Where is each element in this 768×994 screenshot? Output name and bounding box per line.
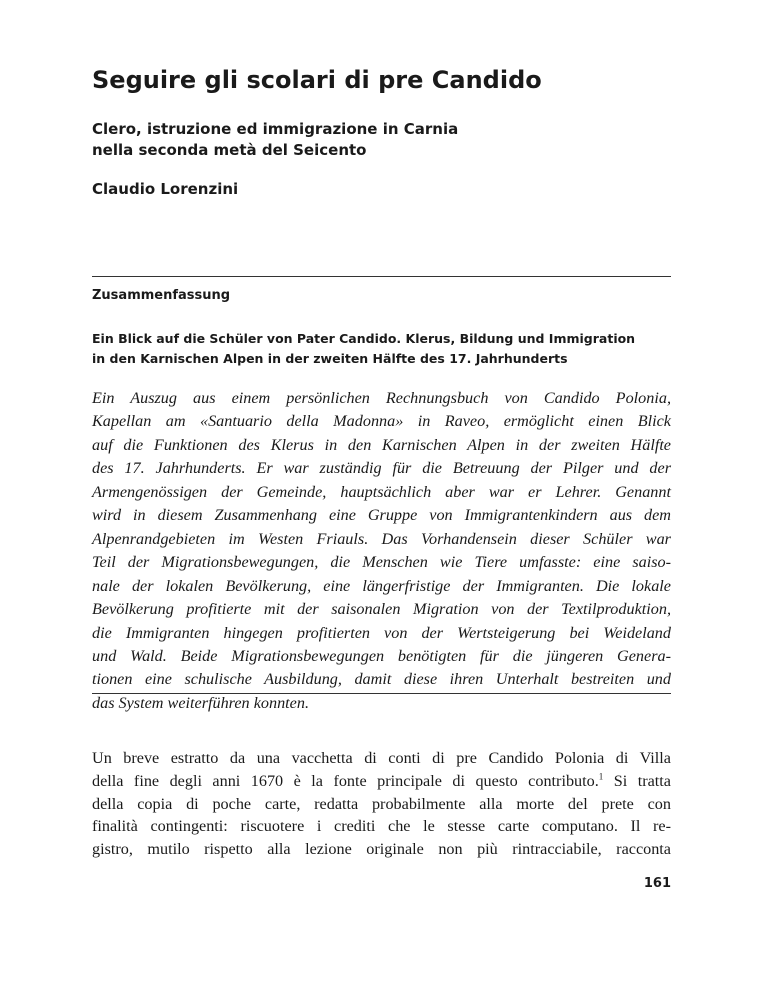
summary-line: nale der lokalen Bevölkerung, eine längerfristige der Immigranten. Die lokale: [92, 576, 671, 595]
summary-line: Kapellan am «Santuario della Madonna» in Raveo, ermöglicht einen Blick: [92, 412, 671, 431]
summary-text: [92, 387, 671, 715]
article-author: Claudio Lorenzini: [92, 180, 239, 198]
summary-title-line: Ein Blick auf die Schüler von Pater Candido. Klerus, Bildung und Immigration: [92, 331, 636, 346]
summary-line: tionen eine schulische Ausbildung, damit diese ihren Unterhalt bestreiten und: [92, 670, 671, 689]
body-line: della copia di poche carte, redatta probabilmente alla morte del prete con: [92, 794, 671, 813]
summary-line: Armengenössigen der Gemeinde, hauptsächlich aber war er Lehrer. Genannt: [92, 482, 671, 501]
summary-line: Alpenrandgebieten im Westen Friauls. Das Vorhandensein dieser Schüler war: [92, 529, 671, 548]
summary-top-divider: [92, 276, 671, 277]
summary-line: Ein Auszug aus einem persönlichen Rechnungsbuch von Candido Polonia,: [92, 389, 671, 407]
body-line: Un breve estratto da una vacchetta di conti di pre Candido Polonia di Villa: [92, 749, 671, 767]
article-subtitle: [92, 119, 692, 161]
summary-title: [92, 329, 671, 369]
summary-line: auf die Funktionen des Klerus in den Karnischen Alpen in der zweiten Hälfte: [92, 435, 671, 454]
footnote-reference[interactable]: 1: [598, 771, 604, 782]
body-line-text: della fine degli anni 1670 è la fonte principale di questo contributo.: [92, 771, 599, 790]
page-number: 161: [643, 876, 671, 891]
body-line: [92, 770, 671, 793]
summary-heading: Zusammenfassung: [92, 288, 231, 303]
summary-title-line: in den Karnischen Alpen in der zweiten Hälfte des 17. Jahrhunderts: [92, 351, 568, 366]
article-title: Seguire gli scolari di pre Candido: [92, 66, 542, 94]
summary-line: Teil der Migrationsbewegungen, die Menschen wie Tiere umfasste: eine saiso-: [92, 553, 671, 572]
body-line-text: Si tratta: [603, 771, 671, 790]
summary-line: wird in diesem Zusammenhang eine Gruppe von Immigrantenkindern aus dem: [92, 506, 671, 525]
subtitle-line: nella seconda metà del Seicento: [92, 141, 367, 159]
body-paragraph: [92, 747, 671, 861]
summary-bottom-divider: [92, 693, 671, 694]
summary-line: und Wald. Beide Migrationsbewegungen benötigten für die jüngeren Genera-: [92, 646, 671, 665]
body-line: gistro, mutilo rispetto alla lezione originale non più rintracciabile, racconta: [92, 840, 671, 859]
summary-line: das System weiterführen konnten.: [92, 693, 309, 712]
subtitle-line: Clero, istruzione ed immigrazione in Carnia: [92, 120, 459, 138]
summary-line: des 17. Jahrhunderts. Er war zuständig für die Betreuung der Pilger und der: [92, 459, 671, 478]
summary-line: die Immigranten hingegen profitierten von der Wertsteigerung bei Weideland: [92, 623, 671, 642]
body-line: finalità contingenti: riscuotere i crediti che le stesse carte computano. Il re-: [92, 817, 671, 836]
summary-line: Bevölkerung profitierte mit der saisonalen Migration von der Textilproduktion,: [92, 600, 671, 619]
